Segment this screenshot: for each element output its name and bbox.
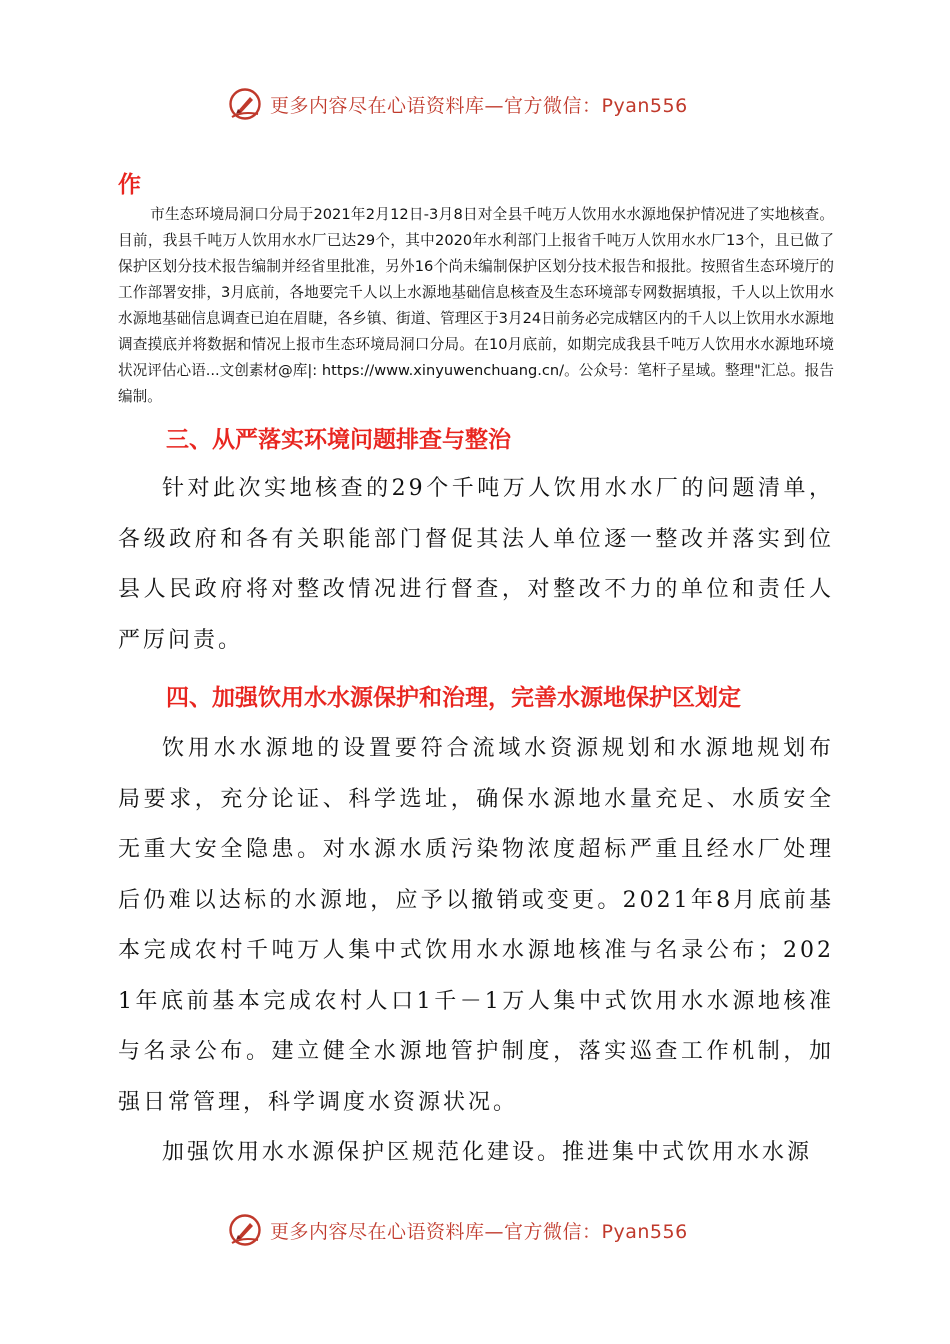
continued-heading-fragment: 作 xyxy=(118,172,141,198)
footer-banner-text: 更多内容尽在心语资料库—官方微信：Pyan556 xyxy=(270,1220,688,1243)
paragraph-section-3: 针对此次实地核查的29个千吨万人饮用水水厂的问题清单，各级政府和各有关职能部门督促其法人单位逐一整改并落实到位县人民政府将对整改情况进行督查，对整改不力的单位和责任人严厉问责。 xyxy=(118,476,834,653)
footer-banner xyxy=(228,1210,688,1250)
pen-logo-icon xyxy=(228,87,262,121)
header-banner xyxy=(228,84,688,124)
paragraph-section-4b: 加强饮用水水源保护区规范化建设。推进集中式饮用水水源 xyxy=(162,1140,813,1165)
paragraph-section-4a: 饮用水水源地的设置要符合流域水资源规划和水源地规划布局要求，充分论证、科学选址，确保水源地水量充足、水质安全无重大安全隐患。对水源水质污染物浓度超标严重且经水厂处理后仍难以达标的水源地，应予以撤销或变更。2021年8月底前基本完成农村千吨万人集中式饮用水水源地核准与名录公布；2021年底前基本完成农村人口1千－1万人集中式饮用水水源地核准与名录公布。建立健全水源地管护制度，落实巡查工作机制，加强日常管理，科学调度水资源状况。 xyxy=(118,736,834,1115)
pen-logo-icon xyxy=(228,1213,262,1247)
section-heading-4: 四、加强饮用水水源保护和治理，完善水源地保护区划定 xyxy=(166,685,741,711)
small-paragraph: 市生态环境局洞口分局于2021年2月12日-3月8日对全县千吨万人饮用水水源地保护情况进了实地核查。目前，我县千吨万人饮用水水厂已达29个，其中2020年水利部门上报省千吨万人饮用水水厂13个，且已做了保护区划分技术报告编制并经省里批准，另外16个尚未编制保护区划分技术报告和报批。按照省生态环境厅的工作部署安排，3月底前，各地要完千人以上水源地基础信息核查及生态环境部专网数据填报，千人以上饮用水水源地基础信息调查已迫在眉睫，各乡镇、街道、管理区于3月24日前务必完成辖区内的千人以上饮用水水源地调查摸底并将数据和情况上报市生态环境局洞口分局。在10月底前，如期完成我县千吨万人饮用水水源地环境状况评估心语...文创素材@库|: https://www.xinyuwenchuang.cn/。公众号：笔杆子星域。整理"汇总。报告编制。 xyxy=(118,206,834,405)
header-banner-text: 更多内容尽在心语资料库—官方微信：Pyan556 xyxy=(270,94,688,117)
section-heading-3: 三、从严落实环境问题排查与整治 xyxy=(166,427,511,453)
document-body xyxy=(118,168,834,1179)
